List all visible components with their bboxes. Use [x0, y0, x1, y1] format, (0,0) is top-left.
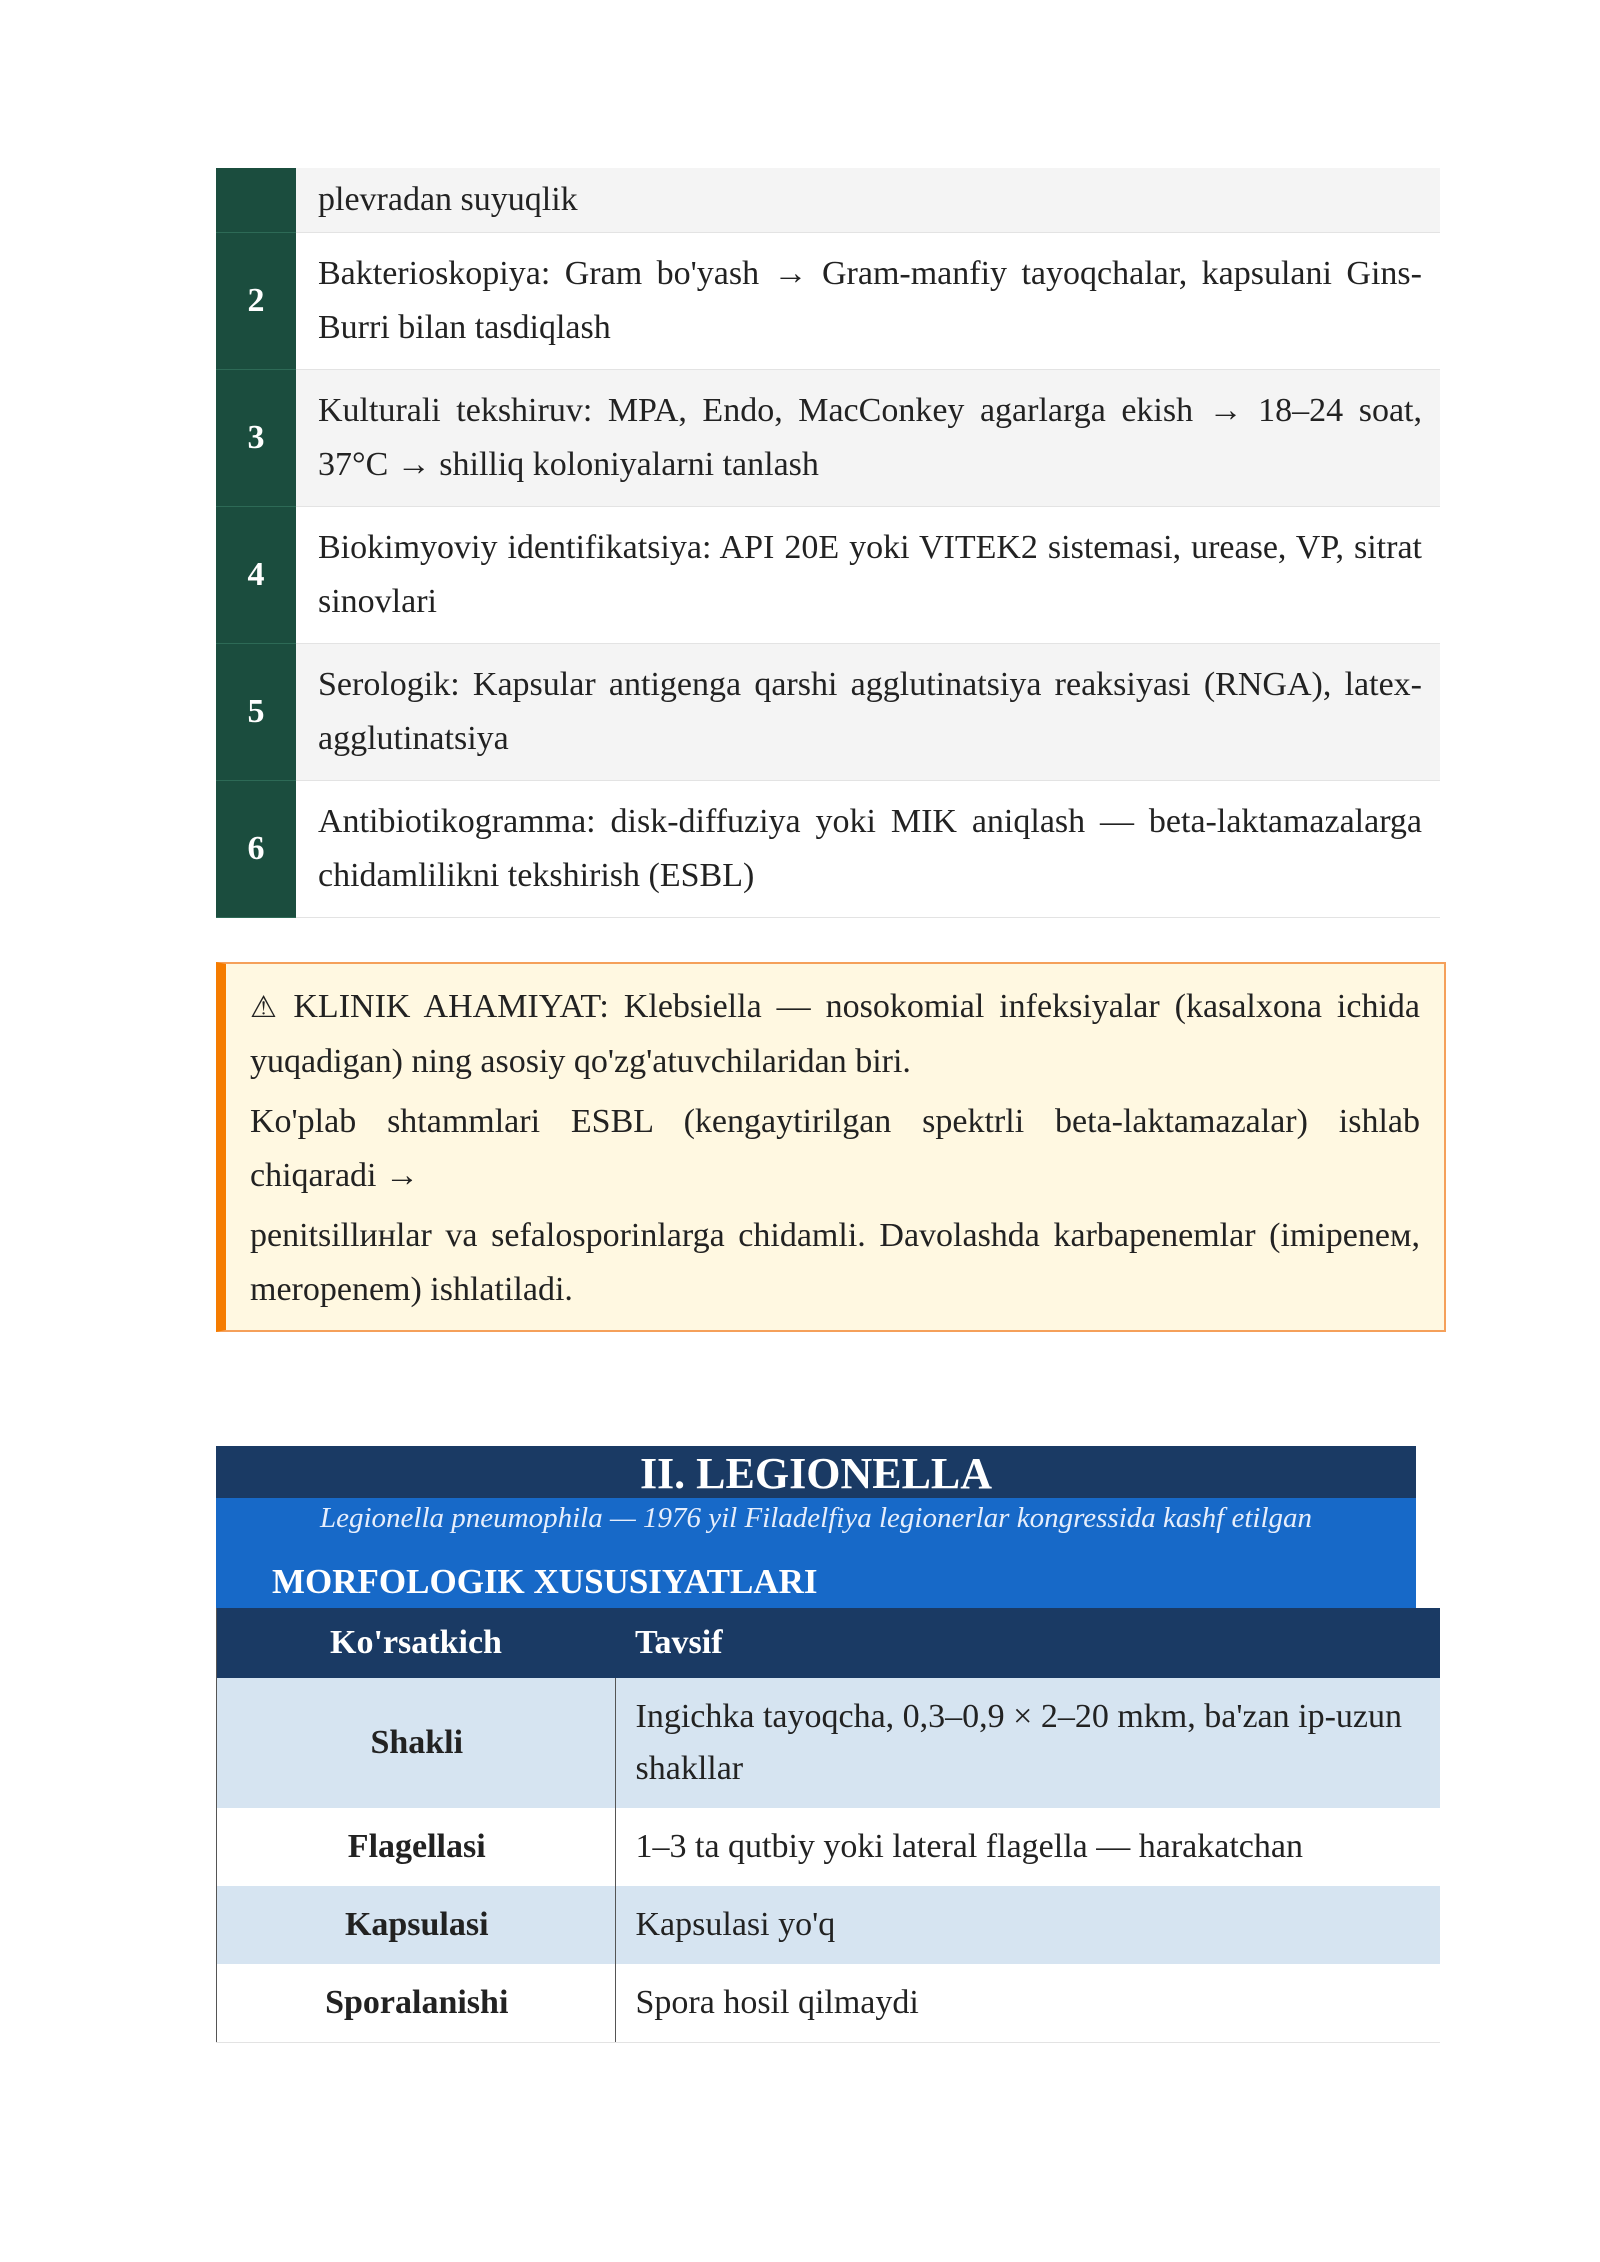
column-header-indicator: Ko'rsatkich [217, 1608, 616, 1678]
warning-line-3: penitsillинlar va sefalosporinlarga chidamli. Davolashda karbapenemlar (imipenем, meropenem) ishlatiladi. [250, 1217, 1420, 1308]
warning-text-1: KLINIK AHAMIYAT: Klebsiella — nosokomial infeksiyalar (kasalxona ichida yuqadigan) ning asosiy qo'zg'atuvchilaridan biri. [250, 988, 1420, 1080]
section-subtitle-bar [216, 1498, 1416, 1614]
section-title: II. LEGIONELLA [639, 1449, 993, 1498]
step-number: 3 [216, 370, 296, 507]
step-row [216, 233, 1440, 370]
step-text: Serologik: Kapsular antigenga qarshi agglutinatsiya reaksiyasi (RNGA), latex-agglutinatsiya [296, 644, 1440, 781]
section-title-bar [216, 1446, 1416, 1498]
step-text: Biokimyoviy identifikatsiya: API 20E yoki VITEK2 sistemasi, urease, VP, sitrat sinovlari [296, 507, 1440, 644]
step-text: plevradan suyuqlik [296, 168, 1440, 233]
step-text: Kulturali tekshiruv: MPA, Endo, MacConkey agarlarga ekish → 18–24 soat, 37°C → shilliq koloniyalarni tanlash [296, 370, 1440, 507]
section-subtitle: Legionella pneumophila — 1976 yil Filadelfiya legionerlar kongressida kashf etilgan [319, 1502, 1313, 1534]
clinical-significance-callout [216, 962, 1446, 1332]
table-row [217, 1808, 1441, 1886]
subsection-heading: MORFOLOGIK XUSUSIYATLARI [272, 1562, 818, 1601]
legionella-header [216, 1446, 1416, 1614]
step-row [216, 370, 1440, 507]
step-row [216, 644, 1440, 781]
step-number: 6 [216, 781, 296, 918]
step-number [216, 168, 296, 233]
warning-line-2: Ko'plab shtammlari ESBL (kengaytirilgan spektrli beta-laktamazalar) ishlab chiqaradi → [250, 1103, 1420, 1194]
table-row [217, 1678, 1441, 1808]
step-text: Bakterioskopiya: Gram bo'yash → Gram-manfiy tayoqchalar, kapsulani Gins-Burri bilan tasdiqlash [296, 233, 1440, 370]
table-row [217, 1964, 1441, 2043]
table-header-row [217, 1608, 1441, 1678]
column-header-description: Tavsif [615, 1608, 1440, 1678]
morphology-table [216, 1608, 1440, 2043]
step-number: 2 [216, 233, 296, 370]
step-row [216, 507, 1440, 644]
warning-triangle-icon: ⚠ [250, 990, 284, 1025]
row-key: Sporalanishi [217, 1964, 616, 2043]
row-value: 1–3 ta qutbiy yoki lateral flagella — harakatchan [615, 1808, 1440, 1886]
table-row [217, 1886, 1441, 1964]
step-number: 4 [216, 507, 296, 644]
warning-line-1 [250, 980, 1420, 1089]
row-key: Shakli [217, 1678, 616, 1808]
row-value: Ingichka tayoqcha, 0,3–0,9 × 2–20 mkm, ba'zan ip-uzun shakllar [615, 1678, 1440, 1808]
lab-steps-table [216, 168, 1440, 918]
step-row [216, 168, 1440, 233]
step-number: 5 [216, 644, 296, 781]
row-value: Spora hosil qilmaydi [615, 1964, 1440, 2043]
row-key: Flagellasi [217, 1808, 616, 1886]
step-text: Antibiotikogrammа: disk-diffuziya yoki MIK aniqlash — beta-laktamazalarga chidamlilikni tekshirish (ESBL) [296, 781, 1440, 918]
row-key: Kapsulasi [217, 1886, 616, 1964]
step-row [216, 781, 1440, 918]
row-value: Kapsulasi yo'q [615, 1886, 1440, 1964]
